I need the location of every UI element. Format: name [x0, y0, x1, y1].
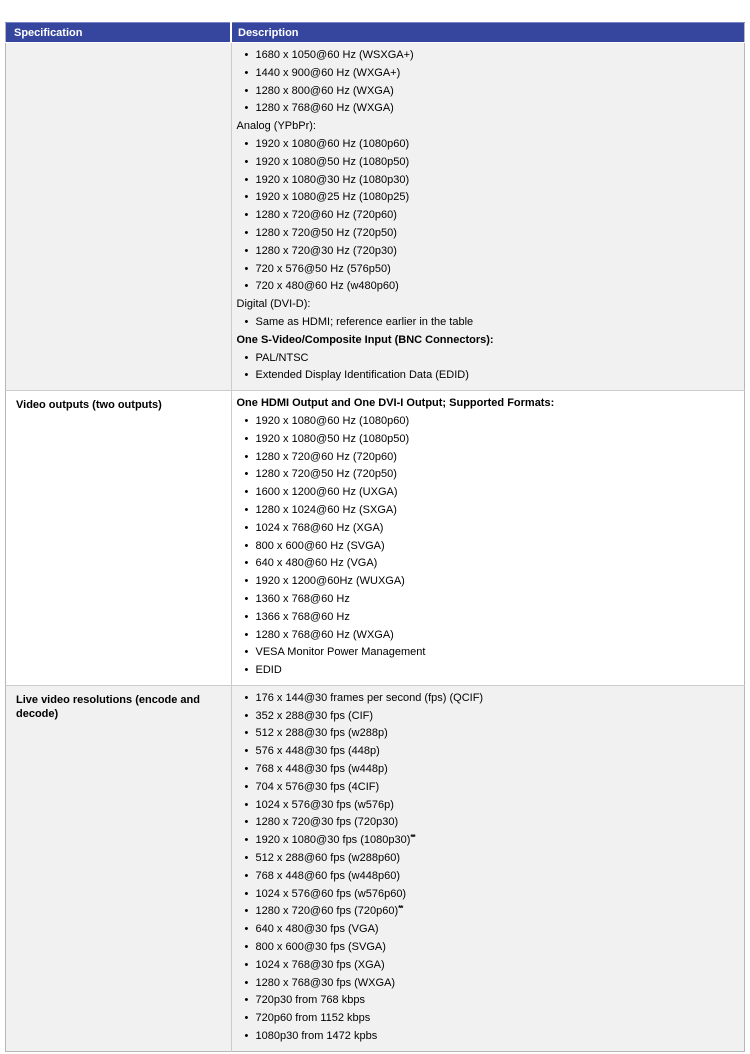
bullet-item	[232, 225, 745, 243]
item-text: 1920 x 1080@30 fps (1080p30)	[255, 834, 411, 847]
bullet-icon: •	[244, 780, 249, 793]
item-text: Digital (DVI-D):	[236, 298, 311, 311]
item-text: 800 x 600@30 fps (SVGA)	[255, 941, 386, 954]
bullet-icon: •	[244, 923, 249, 936]
item-text: 720p30 from 768 kbps	[255, 994, 365, 1007]
bullet-item	[232, 189, 745, 207]
bullet-icon: •	[244, 763, 249, 776]
item-text: 1280 x 720@50 Hz (720p50)	[255, 226, 397, 239]
bullet-icon: •	[244, 521, 249, 534]
item-text: 1280 x 720@30 fps (720p30)	[255, 816, 399, 829]
item-text: 1280 x 720@60 Hz (720p60)	[255, 209, 397, 222]
bullet-item	[232, 761, 745, 779]
bullet-icon: •	[244, 450, 249, 463]
item-text: 512 x 288@60 fps (w288p60)	[255, 852, 400, 865]
item-text: 768 x 448@60 fps (w448p60)	[255, 869, 400, 882]
bullet-item	[232, 466, 745, 484]
bullet-icon: •	[244, 226, 249, 239]
bullet-icon: •	[244, 503, 249, 516]
item-text: 1440 x 900@60 Hz (WXGA+)	[255, 66, 401, 79]
description-cell	[231, 391, 745, 686]
bullet-icon: •	[244, 414, 249, 427]
bullet-icon: •	[244, 102, 249, 115]
table-row	[6, 685, 745, 1051]
bullet-item	[232, 278, 745, 296]
bullet-icon: •	[244, 191, 249, 204]
bullet-icon: •	[244, 539, 249, 552]
bullet-icon: •	[244, 691, 249, 704]
item-text: 800 x 600@60 Hz (SVGA)	[255, 539, 385, 552]
section-label	[232, 118, 745, 136]
bullet-item	[232, 83, 745, 101]
item-text: 720 x 576@50 Hz (576p50)	[255, 262, 391, 275]
bullet-item	[232, 743, 745, 761]
bullet-item	[232, 939, 745, 957]
footnote-marker: **	[398, 904, 403, 914]
bullet-icon: •	[244, 351, 249, 364]
description-cell	[231, 43, 745, 391]
bullet-icon: •	[244, 816, 249, 829]
bullet-item	[232, 975, 745, 993]
bullet-item	[232, 555, 745, 573]
specification-table	[5, 22, 745, 1052]
bullet-item	[232, 449, 745, 467]
bullet-icon: •	[244, 869, 249, 882]
bullet-item	[232, 243, 745, 261]
bullet-icon: •	[244, 994, 249, 1007]
column-header-specification: Specification	[6, 23, 232, 43]
bullet-item	[232, 1010, 745, 1028]
bullet-item	[232, 609, 745, 627]
bullet-item	[232, 573, 745, 591]
table-row	[6, 43, 745, 391]
bullet-icon: •	[244, 369, 249, 382]
item-text: Same as HDMI; reference earlier in the table	[255, 315, 474, 328]
bullet-icon: •	[244, 745, 249, 758]
spec-cell: Live video resolutions (encode and decode)	[6, 685, 232, 1051]
bullet-icon: •	[244, 486, 249, 499]
bullet-item	[232, 367, 745, 385]
item-text: EDID	[255, 664, 282, 677]
table-row	[6, 391, 745, 686]
bullet-icon: •	[244, 468, 249, 481]
column-header-description: Description	[231, 23, 745, 43]
item-text: 1024 x 576@30 fps (w576p)	[255, 798, 394, 811]
item-text: One HDMI Output and One DVI-I Output; Supported Formats:	[236, 397, 555, 410]
item-text: 1366 x 768@60 Hz	[255, 610, 350, 623]
item-text: 768 x 448@30 fps (w448p)	[255, 763, 388, 776]
item-text: 1280 x 800@60 Hz (WXGA)	[255, 84, 394, 97]
bullet-icon: •	[244, 958, 249, 971]
bullet-item	[232, 172, 745, 190]
item-text: PAL/NTSC	[255, 351, 309, 364]
table-header-row	[6, 23, 745, 43]
item-text: 1080p30 from 1472 kpbs	[255, 1030, 378, 1043]
item-text: 704 x 576@30 fps (4CIF)	[255, 780, 380, 793]
bullet-item	[232, 662, 745, 680]
item-text: 1920 x 1080@30 Hz (1080p30)	[255, 173, 410, 186]
bullet-item	[232, 207, 745, 225]
item-text: One S-Video/Composite Input (BNC Connectors):	[236, 333, 494, 346]
bullet-item	[232, 502, 745, 520]
bullet-item	[232, 431, 745, 449]
table-body	[6, 43, 745, 1052]
bullet-icon: •	[244, 610, 249, 623]
bullet-icon: •	[244, 557, 249, 570]
bullet-item	[232, 314, 745, 332]
bullet-item	[232, 725, 745, 743]
item-text: 1920 x 1080@60 Hz (1080p60)	[255, 137, 410, 150]
bullet-item	[232, 957, 745, 975]
bullet-icon: •	[244, 315, 249, 328]
item-text: 1024 x 576@60 fps (w576p60)	[255, 887, 407, 900]
item-text: 1600 x 1200@60 Hz (UXGA)	[255, 486, 398, 499]
bullet-item	[232, 832, 745, 850]
spec-cell	[6, 43, 232, 391]
bullet-item	[232, 350, 745, 368]
bullet-item	[232, 921, 745, 939]
item-text: 1024 x 768@60 Hz (XGA)	[255, 521, 384, 534]
bullet-item	[232, 1028, 745, 1046]
bullet-icon: •	[244, 834, 249, 847]
bullet-item	[232, 136, 745, 154]
bullet-item	[232, 261, 745, 279]
bullet-item	[232, 538, 745, 556]
bullet-icon: •	[244, 664, 249, 677]
item-text: 720p60 from 1152 kbps	[255, 1012, 371, 1025]
bullet-icon: •	[244, 905, 249, 918]
bullet-icon: •	[244, 887, 249, 900]
item-text: 352 x 288@30 fps (CIF)	[255, 709, 374, 722]
bullet-icon: •	[244, 66, 249, 79]
item-text: Analog (YPbPr):	[236, 120, 316, 133]
bullet-item	[232, 100, 745, 118]
item-text: 512 x 288@30 fps (w288p)	[255, 727, 388, 740]
item-text: 1680 x 1050@60 Hz (WSXGA+)	[255, 49, 414, 61]
description-cell	[231, 685, 745, 1051]
item-text: 1920 x 1080@50 Hz (1080p50)	[255, 432, 410, 445]
item-text: 1280 x 768@30 fps (WXGA)	[255, 976, 396, 989]
bullet-item	[232, 886, 745, 904]
bullet-item	[232, 992, 745, 1010]
bullet-icon: •	[244, 155, 249, 168]
spec-cell: Video outputs (two outputs)	[6, 391, 232, 686]
item-text: 1280 x 720@60 Hz (720p60)	[255, 450, 397, 463]
bullet-item	[232, 413, 745, 431]
bullet-item	[232, 154, 745, 172]
bullet-icon: •	[244, 709, 249, 722]
section-label	[232, 296, 745, 314]
bullet-icon: •	[244, 262, 249, 275]
bullet-item	[232, 868, 745, 886]
section-label	[232, 332, 745, 350]
item-text: VESA Monitor Power Management	[255, 646, 426, 659]
item-text: 1024 x 768@30 fps (XGA)	[255, 958, 385, 971]
bullet-item	[232, 644, 745, 662]
bullet-icon: •	[244, 209, 249, 222]
bullet-item	[232, 850, 745, 868]
bullet-item	[232, 690, 745, 708]
bullet-item	[232, 484, 745, 502]
item-text: 176 x 144@30 frames per second (fps) (QCIF)	[255, 691, 484, 704]
item-text: 1280 x 720@60 fps (720p60)	[255, 905, 399, 918]
item-text: 720 x 480@60 Hz (w480p60)	[255, 280, 399, 293]
item-text: 640 x 480@30 fps (VGA)	[255, 923, 379, 936]
bullet-icon: •	[244, 280, 249, 293]
item-text: 576 x 448@30 fps (448p)	[255, 745, 380, 758]
table-header	[6, 23, 745, 43]
item-text: 1920 x 1200@60Hz (WUXGA)	[255, 575, 405, 588]
item-text: 1280 x 1024@60 Hz (SXGA)	[255, 503, 397, 516]
bullet-item	[232, 797, 745, 815]
bullet-icon: •	[244, 941, 249, 954]
bullet-icon: •	[244, 646, 249, 659]
item-text: 1920 x 1080@60 Hz (1080p60)	[255, 414, 410, 427]
item-text: 1920 x 1080@50 Hz (1080p50)	[255, 155, 410, 168]
bullet-item	[232, 65, 745, 83]
bullet-icon: •	[244, 49, 249, 61]
bullet-item	[232, 708, 745, 726]
bullet-icon: •	[244, 1030, 249, 1043]
item-text: 1280 x 768@60 Hz (WXGA)	[255, 102, 394, 115]
bullet-icon: •	[244, 628, 249, 641]
bullet-icon: •	[244, 592, 249, 605]
bullet-item	[232, 627, 745, 645]
item-text: 1280 x 768@60 Hz (WXGA)	[255, 628, 394, 641]
item-text: 1280 x 720@50 Hz (720p50)	[255, 468, 397, 481]
footnote-marker: **	[410, 833, 415, 843]
bullet-icon: •	[244, 852, 249, 865]
item-text: Extended Display Identification Data (EDID)	[255, 369, 469, 382]
bullet-icon: •	[244, 1012, 249, 1025]
bullet-item	[232, 779, 745, 797]
item-text: 640 x 480@60 Hz (VGA)	[255, 557, 378, 570]
bullet-icon: •	[244, 432, 249, 445]
bullet-icon: •	[244, 137, 249, 150]
section-label	[232, 395, 745, 413]
bullet-icon: •	[244, 976, 249, 989]
bullet-icon: •	[244, 84, 249, 97]
bullet-item	[232, 520, 745, 538]
bullet-icon: •	[244, 798, 249, 811]
bullet-icon: •	[244, 244, 249, 257]
item-text: 1280 x 720@30 Hz (720p30)	[255, 244, 397, 257]
bullet-icon: •	[244, 727, 249, 740]
bullet-icon: •	[244, 575, 249, 588]
bullet-item	[232, 591, 745, 609]
item-text: 1360 x 768@60 Hz	[255, 592, 350, 605]
bullet-item	[232, 903, 745, 921]
item-text: 1920 x 1080@25 Hz (1080p25)	[255, 191, 410, 204]
bullet-item	[232, 814, 745, 832]
bullet-item	[232, 47, 745, 65]
bullet-icon: •	[244, 173, 249, 186]
